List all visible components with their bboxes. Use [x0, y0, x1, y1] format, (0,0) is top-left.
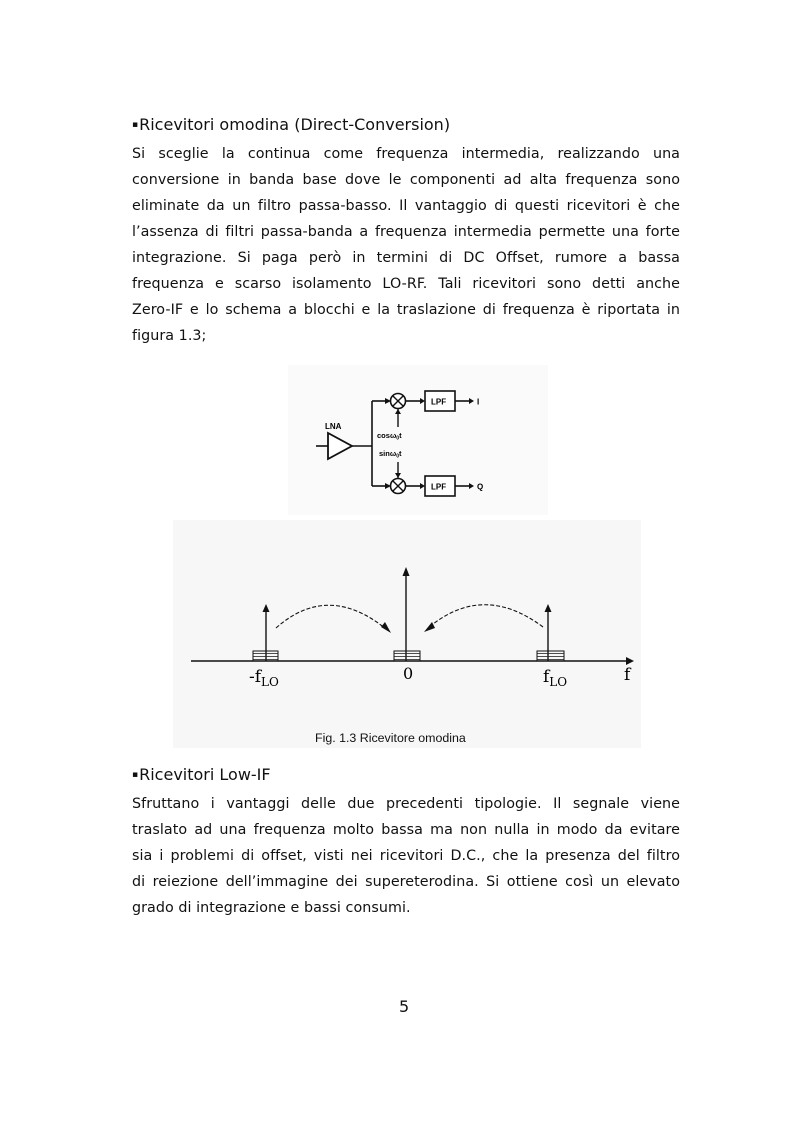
- bullet-icon: ▪: [132, 770, 139, 780]
- section-heading-direct-conversion: [132, 115, 450, 135]
- output-i-label: I: [477, 397, 480, 407]
- section-title: Ricevitori omodina (Direct-Conversion): [139, 115, 451, 134]
- text-line: integrazione. Si paga però in termini di DC Offset, rumore a bassa: [132, 250, 680, 266]
- top-mixer-icon: [391, 394, 406, 409]
- text-line: Sfruttano i vantaggi delle due precedenti tipologie. Il segnale viene: [132, 796, 680, 812]
- lpf-top-label: LPF: [431, 397, 447, 407]
- text-line: sia i problemi di offset, visti nei ricevitori D.C., che la presenza del filtro: [132, 848, 680, 864]
- diagram-background: [173, 520, 641, 748]
- section-heading-low-if: [132, 765, 271, 785]
- bullet-icon: ▪: [132, 120, 139, 130]
- dc-band-icon: [394, 651, 420, 661]
- neg-band-icon: [253, 651, 278, 661]
- axis-f-label: f: [624, 665, 631, 685]
- output-q-label: Q: [477, 482, 484, 492]
- text-line: l’assenza di filtri passa-banda a frequenza intermedia permette una forte: [132, 224, 680, 240]
- text-line: Zero-IF e lo schema a blocchi e la traslazione di frequenza è riportata in: [132, 302, 680, 318]
- lpf-bottom-label: LPF: [431, 482, 447, 492]
- receiver-block-diagram: [288, 365, 548, 515]
- text-line: grado di integrazione e bassi consumi.: [132, 900, 411, 916]
- sin-label: sinω$_0$t: [379, 449, 402, 460]
- text-line: Si sceglie la continua come frequenza intermedia, realizzando una: [132, 146, 680, 162]
- text-line: eliminate da un filtro passa-basso. Il vantaggio di questi ricevitori è che: [132, 198, 680, 214]
- figure-caption: Fig. 1.3 Ricevitore omodina: [315, 731, 466, 745]
- page-number: 5: [399, 997, 410, 1016]
- text-line: di reiezione dell’immagine dei supereterodina. Si ottiene così un elevato: [132, 874, 680, 890]
- section-title: Ricevitori Low-IF: [139, 765, 271, 784]
- cos-label: cosω$_0$t: [377, 431, 402, 442]
- text-line: frequenza e scarso isolamento LO-RF. Tali ricevitori sono detti anche: [132, 276, 680, 292]
- zero-label: 0: [403, 664, 414, 683]
- pos-flo-label: $f_{LO}$: [543, 667, 568, 689]
- pos-band-icon: [537, 651, 564, 661]
- text-line: traslato ad una frequenza molto bassa ma non nulla in modo da evitare: [132, 822, 680, 838]
- neg-flo-label: $-f_{LO}$: [249, 667, 279, 689]
- frequency-translation-diagram: [173, 520, 641, 748]
- text-line: figura 1.3;: [132, 328, 207, 344]
- text-line: conversione in banda base dove le componenti ad alta frequenza sono: [132, 172, 680, 188]
- bottom-mixer-icon: [391, 479, 406, 494]
- lna-label: LNA: [325, 422, 342, 431]
- diagram-background: [288, 365, 548, 515]
